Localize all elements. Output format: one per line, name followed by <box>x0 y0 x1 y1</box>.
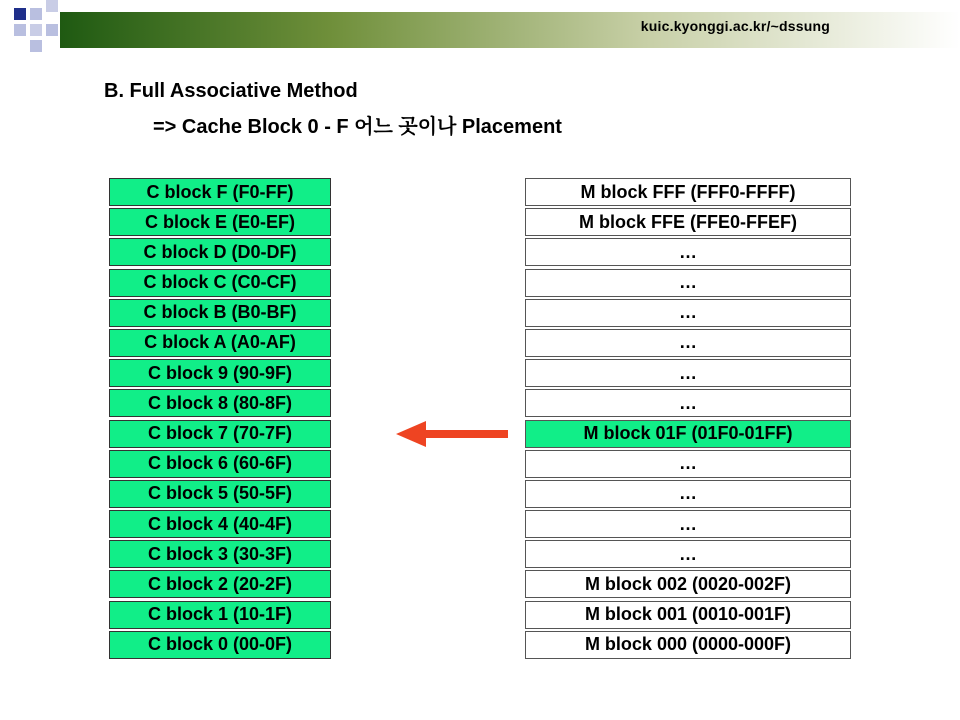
cache-block: C block F (F0-FF) <box>109 178 331 206</box>
memory-block-column <box>525 178 851 661</box>
cache-block: C block 0 (00-0F) <box>109 631 331 659</box>
slide-subtitle: => Cache Block 0 - F 어느 곳이나 Placement <box>153 116 562 138</box>
memory-block: … <box>525 238 851 266</box>
cache-block: C block B (B0-BF) <box>109 299 331 327</box>
cache-block: C block 8 (80-8F) <box>109 389 331 417</box>
cache-block-column <box>109 178 331 661</box>
memory-block: … <box>525 299 851 327</box>
cache-block: C block 3 (30-3F) <box>109 540 331 568</box>
memory-block: M block 002 (0020-002F) <box>525 570 851 598</box>
cache-block: C block E (E0-EF) <box>109 208 331 236</box>
cache-block: C block D (D0-DF) <box>109 238 331 266</box>
cache-block: C block 9 (90-9F) <box>109 359 331 387</box>
memory-block: … <box>525 269 851 297</box>
memory-block: M block FFE (FFE0-FFEF) <box>525 208 851 236</box>
memory-block: … <box>525 540 851 568</box>
memory-block: … <box>525 450 851 478</box>
cache-block: C block 5 (50-5F) <box>109 480 331 508</box>
site-url: kuic.kyonggi.ac.kr/~dssung <box>640 18 830 34</box>
placement-arrow-icon <box>396 421 512 447</box>
memory-block: … <box>525 389 851 417</box>
memory-block: M block FFF (FFF0-FFFF) <box>525 178 851 206</box>
memory-block-highlighted: M block 01F (01F0-01FF) <box>525 420 851 448</box>
cache-block: C block 7 (70-7F) <box>109 420 331 448</box>
cache-block: C block 4 (40-4F) <box>109 510 331 538</box>
memory-block: … <box>525 480 851 508</box>
memory-block: M block 000 (0000-000F) <box>525 631 851 659</box>
cache-block: C block 2 (20-2F) <box>109 570 331 598</box>
memory-block: … <box>525 329 851 357</box>
cache-block: C block 6 (60-6F) <box>109 450 331 478</box>
cache-block: C block A (A0-AF) <box>109 329 331 357</box>
memory-block: M block 001 (0010-001F) <box>525 601 851 629</box>
cache-block: C block 1 (10-1F) <box>109 601 331 629</box>
slide-title: B. Full Associative Method <box>104 80 358 102</box>
memory-block: … <box>525 359 851 387</box>
cache-block: C block C (C0-CF) <box>109 269 331 297</box>
memory-block: … <box>525 510 851 538</box>
